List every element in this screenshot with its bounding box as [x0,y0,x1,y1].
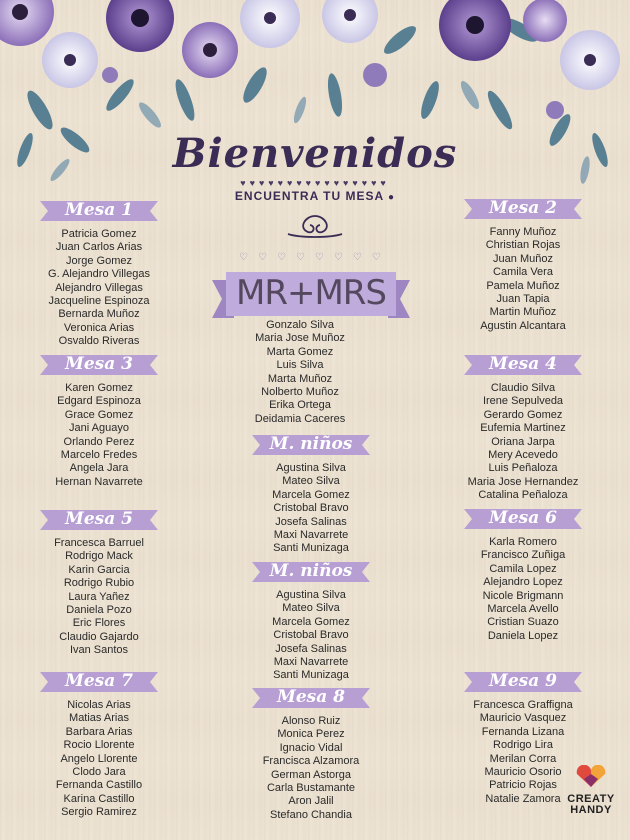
guest-name: Osvaldo Riveras [58,335,140,348]
guest-name: Bernarda Muñoz [58,308,140,321]
table-mesa-4 [428,352,618,503]
guest-name: Juan Carlos Arias [55,241,143,254]
guest-name: Rocio Llorente [63,739,135,752]
guest-name: Gerardo Gomez [483,408,563,421]
guest-name: Josefa Salinas [275,642,347,655]
guest-name: Marcela Gomez [272,488,350,501]
table-label: Mesa 7 [65,671,133,691]
guest-list [428,382,618,503]
guest-name: Agustina Silva [276,589,346,601]
guest-name: Orlando Perez [63,435,135,448]
guest-name: Mateo Silva [282,602,340,615]
guest-name: Maria Jose Hernandez [467,475,579,488]
guest-name: Karla Romero [489,536,557,548]
table-mr-mrs [205,319,395,426]
guest-name: Carla Bustamante [266,782,356,795]
guest-list [4,382,194,489]
guest-name: Luis Peñaloza [488,462,558,475]
table-label: Mesa 4 [489,354,557,374]
guest-list [205,319,395,426]
guest-name: Monica Perez [277,728,345,741]
guest-name: Cristobal Bravo [273,502,349,515]
creatyhandy-logo [560,765,622,816]
guest-name: Jani Aguayo [69,422,129,435]
guest-name: Francesca Barruel [54,537,144,549]
table-mesa-1 [4,198,194,349]
guest-name: Irene Sepulveda [482,395,564,408]
guest-list [428,536,618,643]
guest-list [216,715,406,822]
guest-name: Marta Muñoz [267,372,333,385]
table-mesa-5 [4,507,194,658]
table-mesa-6 [428,506,618,643]
guest-name: Alejandro Villegas [55,281,143,294]
guest-name: Gonzalo Silva [266,319,334,331]
welcome-title: Bienvenidos [172,130,458,177]
location-pin-icon: ● [388,192,396,203]
guest-list [428,226,618,333]
guest-name: Veronica Arias [63,321,135,334]
guest-name: Marcela Avello [487,603,559,616]
guest-name: Patricia Gomez [61,228,137,240]
table-mesa-3 [4,352,194,489]
guest-name: Francisco Zuñiga [480,549,566,562]
guest-name: Merilan Corra [489,752,557,765]
table-mesa-8 [216,685,406,822]
guest-name: Alejandro Lopez [483,576,563,589]
guest-list [4,537,194,658]
guest-name: Nolberto Muñoz [261,386,339,399]
table-label: Mesa 5 [65,509,133,529]
table-mesa-7 [4,669,194,820]
guest-name: Santi Munizaga [273,669,349,682]
guest-name: Natalie Zamora [485,792,561,805]
guest-name: Mauricio Osorio [484,766,562,779]
brand-line-2: HANDY [570,804,612,816]
flourish-ornament-icon [280,212,350,242]
table-label: M. niños [269,434,353,454]
guest-name: Maria Jose Muñoz [255,332,345,345]
guest-name: Fernanda Castillo [55,779,143,792]
guest-name: Claudio Silva [490,382,556,394]
guest-name: Matias Arias [69,712,129,725]
guest-name: Francisca Alzamora [262,755,360,768]
guest-name: Fanny Muñoz [489,226,557,238]
guest-name: Pamela Muñoz [486,279,560,292]
guest-name: Jacqueline Espinoza [48,295,150,308]
guest-name: Cristian Suazo [487,616,559,629]
creatyhandy-logo-icon [573,765,609,789]
guest-name: Maxi Navarrete [273,529,349,542]
table-label: Mesa 9 [489,671,557,691]
guest-name: Luis Silva [276,359,324,372]
guest-name: Ivan Santos [69,644,129,657]
guest-name: Angelo Llorente [60,752,138,765]
guest-name: Marcelo Fredes [60,449,138,462]
guest-name: Edgard Espinoza [57,395,141,408]
guest-name: Karina Castillo [63,792,135,805]
guest-name: Eric Flores [72,617,126,630]
table-label: M. niños [269,561,353,581]
find-table-subtitle: ENCUENTRA TU MESA [234,189,384,203]
guest-name: Fernanda Lizana [481,725,565,738]
table-ninos-2 [216,559,406,683]
heart-row-icon: ♥♥♥♥♥♥♥♥♥♥♥♥♥♥♥♥ [240,178,390,188]
heart-row-icon: ♡♡♡♡♡♡♡♡ [239,252,391,263]
guest-name: Francesca Graffigna [473,699,573,711]
guest-name: Maxi Navarrete [273,656,349,669]
guest-name: Marta Gomez [266,345,334,358]
guest-list [4,699,194,820]
guest-name: Oriana Jarpa [491,435,555,448]
guest-name: Juan Tapia [496,293,550,306]
table-mesa-2 [428,196,618,333]
table-ninos-1 [216,432,406,556]
guest-name: Deidamia Caceres [254,412,346,425]
guest-name: Christian Rojas [485,239,561,252]
guest-name: Clodo Jara [72,766,126,779]
table-label: Mesa 8 [277,687,345,707]
guest-name: Cristobal Bravo [273,629,349,642]
guest-list [216,589,406,683]
table-label: Mesa 1 [65,200,133,220]
guest-name: Angela Jara [69,462,129,475]
guest-name: Stefano Chandia [270,808,352,821]
guest-name: Rodrigo Mack [65,550,133,563]
guest-name: Eufemia Martinez [480,422,566,435]
guest-list [216,462,406,556]
brand-line-1: CREATY [567,793,615,805]
guest-name: Camila Vera [493,266,553,279]
table-label: Mesa 3 [65,354,133,374]
table-label: Mesa 6 [489,508,557,528]
guest-name: German Astorga [270,768,352,781]
guest-name: Juan Muñoz [493,252,553,265]
guest-name: Martin Muñoz [489,306,557,319]
guest-list [4,228,194,349]
guest-name: Agustina Silva [276,462,346,474]
guest-name: Daniela Lopez [487,629,559,642]
guest-name: Josefa Salinas [275,515,347,528]
guest-name: Grace Gomez [64,408,134,421]
guest-name: Daniela Pozo [66,604,132,617]
guest-name: Mateo Silva [282,475,340,488]
guest-name: Agustin Alcantara [480,319,566,332]
guest-name: Nicole Brigmann [482,589,564,602]
guest-name: Marcela Gomez [272,615,350,628]
guest-name: Patricio Rojas [489,779,557,792]
guest-name: Karin Garcia [68,563,130,576]
guest-name: Ignacio Vidal [279,741,343,754]
guest-name: Camila Lopez [489,562,557,575]
guest-name: Hernan Navarrete [55,475,143,488]
guest-name: Karen Gomez [65,382,133,394]
table-label: Mesa 2 [489,198,557,218]
guest-name: Jorge Gomez [65,254,133,267]
guest-name: Mery Acevedo [488,449,558,462]
guest-name: Laura Yañez [68,590,130,603]
guest-name: G. Alejandro Villegas [48,268,150,281]
guest-name: Erika Ortega [269,399,331,412]
guest-name: Mauricio Vasquez [479,712,567,725]
guest-name: Sergio Ramirez [61,806,137,819]
guest-name: Santi Munizaga [273,542,349,555]
guest-name: Catalina Peñaloza [478,489,568,502]
guest-name: Barbara Arias [65,725,133,738]
guest-name: Alonso Ruiz [281,715,341,727]
mr-mrs-label: MR+MRS [236,273,386,313]
guest-name: Nicolas Arias [67,699,131,711]
guest-name: Aron Jalil [288,795,334,808]
guest-name: Rodrigo Lira [493,739,553,752]
guest-name: Claudio Gajardo [59,630,139,643]
guest-name: Rodrigo Rubio [63,577,135,590]
